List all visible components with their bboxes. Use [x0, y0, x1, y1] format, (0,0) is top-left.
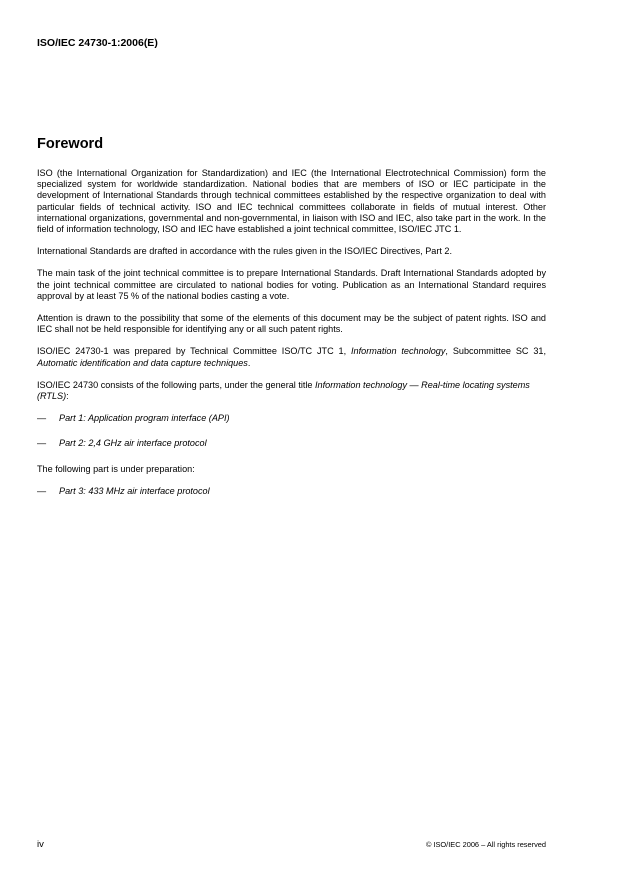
- part-title: Part 3: 433 MHz air interface protocol: [59, 485, 210, 496]
- dash-bullet: —: [37, 413, 47, 424]
- list-item: [37, 438, 546, 449]
- page-title: Foreword: [37, 136, 104, 152]
- committee-title: Information technology: [351, 346, 446, 357]
- part-title: Part 1: Application program interface (API): [59, 413, 230, 424]
- paragraph-parts-intro: [37, 380, 546, 402]
- paragraph-intro: ISO (the International Organization for Standardization) and IEC (the International Electrotechnical Commission) form the specialized system for worldwide standardization. National bodies that are members of ISO or IEC participate in the development of International Standards through technical committees established by the respective organization to deal with particular fields of technical activity. ISO and IEC technical committees collaborate in fields of mutual interest. Other international organizations, governmental and non-governmental, in liaison with ISO and IEC, also take part in the work. In the field of information technology, ISO and IEC have established a joint technical committee, ISO/IEC JTC 1.: [37, 168, 546, 235]
- list-item: [37, 486, 546, 497]
- document-id: ISO/IEC 24730-1:2006(E): [37, 37, 158, 49]
- prepared-by-mid: , Subcommittee SC 31,: [445, 346, 546, 357]
- foreword-body: [37, 168, 546, 511]
- dash-bullet: —: [37, 438, 47, 449]
- prepared-by-text: ISO/IEC 24730-1 was prepared by Technical Committee ISO/TC JTC 1,: [37, 346, 352, 357]
- subcommittee-title: Automatic identification and data capture techniques: [37, 357, 248, 368]
- general-title: Information technology — Real-time locating systems (RTLS): [37, 379, 530, 402]
- page-number: iv: [37, 839, 44, 850]
- prepared-by-end: .: [247, 357, 251, 368]
- paragraph-patent-notice: Attention is drawn to the possibility that some of the elements of this document may be the subject of patent rights. ISO and IEC shall not be held responsible for identifying any or all such patent rights.: [37, 313, 546, 335]
- parts-intro-colon: :: [66, 391, 69, 402]
- part-title: Part 2: 2,4 GHz air interface protocol: [59, 438, 207, 449]
- parts-intro-text: ISO/IEC 24730 consists of the following parts, under the general title: [37, 379, 316, 390]
- paragraph-prepared-by: [37, 346, 546, 368]
- dash-bullet: —: [37, 485, 47, 496]
- paragraph-under-preparation: The following part is under preparation:: [37, 463, 195, 474]
- copyright-notice: © ISO/IEC 2006 – All rights reserved: [425, 840, 546, 849]
- paragraph-directives: International Standards are drafted in accordance with the rules given in the ISO/IEC Directives, Part 2.: [37, 246, 452, 257]
- list-item: [37, 413, 546, 424]
- paragraph-committee-task: The main task of the joint technical committee is to prepare International Standards. Draft International Standards adopted by the joint technical committee are circulated to national bodies for voting. Publication as an International Standard requires approval by at least 75 % of the national bodies casting a vote.: [37, 268, 546, 301]
